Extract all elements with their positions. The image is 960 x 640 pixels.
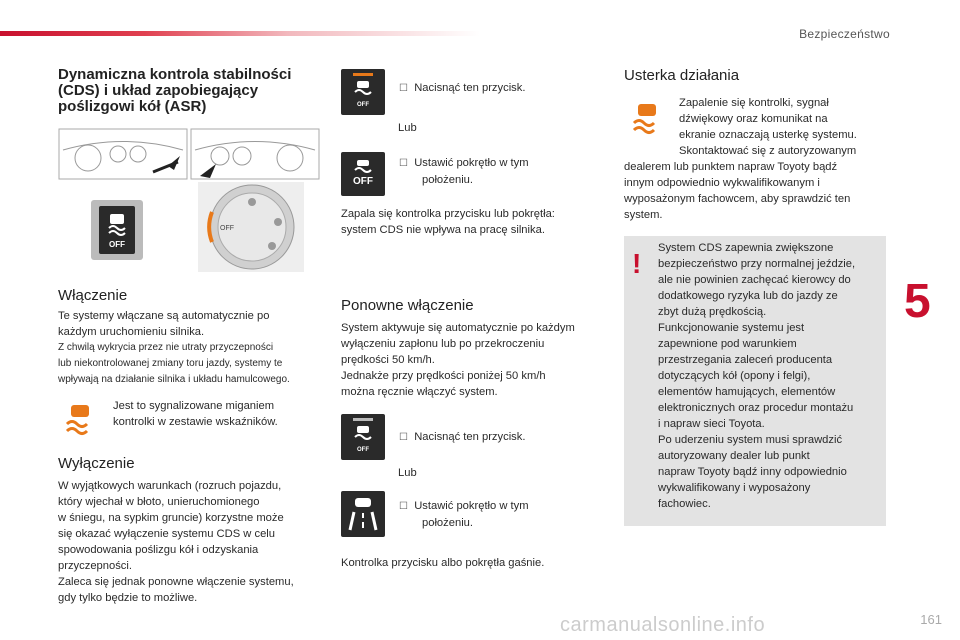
- text-line: dealerem lub punktem napraw Toyoty bądź: [624, 161, 838, 173]
- text-line: autoryzowany dealer lub punkt: [658, 450, 810, 462]
- text-line: elementów hamujących, elementów: [658, 386, 836, 398]
- text-line: ekranie oznaczają usterkę systemu.: [679, 129, 857, 141]
- text-line: lub niekontrolowanej zmiany toru jazdy, systemy te: [58, 358, 283, 369]
- text-line: elektronicznych oraz procedur montażu: [658, 402, 854, 414]
- text-line: Te systemy włączane są automatycznie po: [58, 310, 270, 322]
- exclamation-icon: !: [632, 248, 642, 279]
- text-line: wpływają na działanie silnika i układu hamulcowego.: [58, 374, 290, 385]
- text-line: System aktywuje się automatycznie po każdym: [341, 322, 575, 334]
- instruction-set-knob: ☐ Ustawić pokrętło w tym położeniu.: [399, 157, 529, 186]
- text-line: fachowiec.: [658, 498, 711, 510]
- text-line: innym odpowiednio wykwalifikowanym i: [624, 177, 820, 189]
- checkbox-bullet-icon: ☐: [399, 158, 408, 169]
- text-line: każdym uruchomieniu silnika.: [58, 326, 205, 338]
- skid-car-icon: [354, 80, 372, 98]
- main-title-line: Dynamiczna kontrola stabilności: [58, 66, 292, 83]
- main-title-line: (CDS) i układ zapobiegający: [58, 82, 259, 99]
- text-line: i napraw sieci Toyota.: [658, 418, 765, 430]
- text-line: Funkcjonowanie systemu jest: [658, 322, 805, 334]
- lamp-off-text: Kontrolka przycisku albo pokrętła gaśnie.: [341, 557, 545, 569]
- section-on-title: Włączenie: [58, 287, 128, 304]
- off-label: OFF: [109, 240, 125, 249]
- cds-off-button-lit: [341, 69, 385, 115]
- chapter-number: 5: [904, 275, 931, 328]
- text-line: Po uderzeniu system musi sprawdzić: [658, 434, 843, 446]
- instruction-set-knob-2: ☐ Ustawić pokrętło w tym położeniu.: [399, 500, 529, 529]
- dashboard-illustration-left: [58, 128, 188, 180]
- text-line: wyłączeniu zapłonu lub po przekroczeniu: [341, 338, 545, 350]
- indicator-lamp-off: [353, 418, 373, 421]
- skid-warning-icon: [63, 402, 97, 436]
- watermark: carmanualsonline.info: [560, 614, 766, 636]
- text-line: dodatkowego ryzyka lub do jazdy ze: [658, 290, 838, 302]
- fault-text: [679, 95, 889, 159]
- off-label: OFF: [357, 102, 369, 108]
- text-line: napraw Toyoty bądź inny odpowiednio: [658, 466, 847, 478]
- on-warning-text: [113, 398, 333, 430]
- main-title: [58, 67, 328, 115]
- text-line: w śniegu, na sypkim gruncie) korzystne może: [58, 512, 284, 524]
- skid-warning-icon: [630, 101, 664, 135]
- text-line: gdy tylko będzie to możliwe.: [58, 592, 198, 604]
- text-line: położeniu.: [422, 517, 474, 529]
- safety-note-box: [624, 236, 886, 526]
- section-reon-title: Ponowne włączenie: [341, 297, 474, 314]
- reon-text: [341, 320, 606, 400]
- checkbox-bullet-icon: ☐: [399, 432, 408, 443]
- text-line: wyposażonym fachowcem, aby sprawdzić ten: [624, 193, 851, 205]
- text-line: Zapala się kontrolka przycisku lub pokrętła:: [341, 208, 555, 220]
- svg-text:OFF: OFF: [220, 225, 234, 232]
- text-line: spowodowania poślizgu kół i odzyskania: [58, 544, 259, 556]
- off-label: OFF: [353, 176, 373, 187]
- text-line: system.: [624, 209, 663, 221]
- or-label: Lub: [398, 122, 417, 134]
- skid-car-icon: [354, 425, 372, 443]
- text-line: można ręcznie włączyć system.: [341, 386, 498, 398]
- text-line: zapewnione pod warunkiem: [658, 338, 797, 350]
- section-fault-title: Usterka działania: [624, 67, 740, 84]
- checkbox-bullet-icon: ☐: [399, 83, 408, 94]
- text-line: system CDS nie wpływa na pracę silnika.: [341, 224, 545, 236]
- indicator-lamp-on: [353, 73, 373, 76]
- text-line: wykwalifikowany i wyposażony: [658, 482, 811, 494]
- cds-knob-image: [198, 182, 304, 272]
- text-line: przyczepności.: [58, 560, 132, 572]
- dashboard-illustration-right: [190, 128, 320, 180]
- text-line: Jest to sygnalizowane miganiem: [113, 400, 275, 412]
- text-line: Jednakże przy prędkości poniżej 50 km/h: [341, 370, 546, 382]
- checkbox-bullet-icon: ☐: [399, 501, 408, 512]
- text-line: położeniu.: [422, 174, 474, 186]
- instruction-press: ☐ Nacisnąć ten przycisk.: [399, 82, 526, 94]
- section-off-title: Wyłączenie: [58, 455, 135, 472]
- cds-knob-off-position: [341, 152, 385, 196]
- off-text: [58, 478, 333, 606]
- off-label: OFF: [357, 447, 369, 453]
- cds-off-button-unlit: [341, 414, 385, 460]
- text-line: Zaleca się jednak ponowne włączenie systemu,: [58, 576, 294, 588]
- cds-off-button-image: [91, 200, 143, 260]
- main-title-line: poślizgowi kół (ASR): [58, 98, 207, 115]
- lane-car-icon: [347, 496, 379, 532]
- text-line: System CDS zapewnia zwiększone: [658, 242, 834, 254]
- instruction-press-2: ☐ Nacisnąć ten przycisk.: [399, 431, 526, 443]
- skid-car-icon: [354, 159, 372, 175]
- text-line: się okazać wyłączenie systemu CDS w celu: [58, 528, 275, 540]
- fault-text-wide: [624, 159, 889, 223]
- cds-off-button: [99, 206, 135, 254]
- text-line: Skontaktować się z autoryzowanym: [679, 145, 857, 157]
- text-line: przestrzegania zaleceń producenta: [658, 354, 833, 366]
- text-line: zbyt dużą prędkością.: [658, 306, 767, 318]
- lamp-lit-text: [341, 206, 601, 238]
- text-line: dotyczących kół (opony i felgi),: [658, 370, 811, 382]
- text-line: który wjechał w błoto, unieruchomionego: [58, 496, 260, 508]
- or-label-2: Lub: [398, 467, 417, 479]
- safety-note-text: [658, 240, 884, 512]
- text-line: ale nie powinien zachęcać kierowcy do: [658, 274, 851, 286]
- text-line: bezpieczeństwo przy normalnej jeździe,: [658, 258, 856, 270]
- cds-knob-normal-position: [341, 491, 385, 537]
- text-line: dźwiękowy oraz komunikat na: [679, 113, 828, 125]
- text-line: Zapalenie się kontrolki, sygnał: [679, 97, 829, 109]
- on-text: [58, 308, 328, 388]
- section-title: Bezpieczeństwo: [799, 27, 890, 41]
- text-line: kontrolki w zestawie wskaźników.: [113, 416, 278, 428]
- page-number: 161: [920, 612, 942, 627]
- skid-car-icon: [107, 212, 127, 236]
- header-accent-bar: [0, 31, 480, 36]
- text-line: W wyjątkowych warunkach (rozruch pojazdu,: [58, 480, 282, 492]
- text-line: prędkości 50 km/h.: [341, 354, 435, 366]
- text-line: Z chwilą wykrycia przez nie utraty przyczepności: [58, 342, 274, 353]
